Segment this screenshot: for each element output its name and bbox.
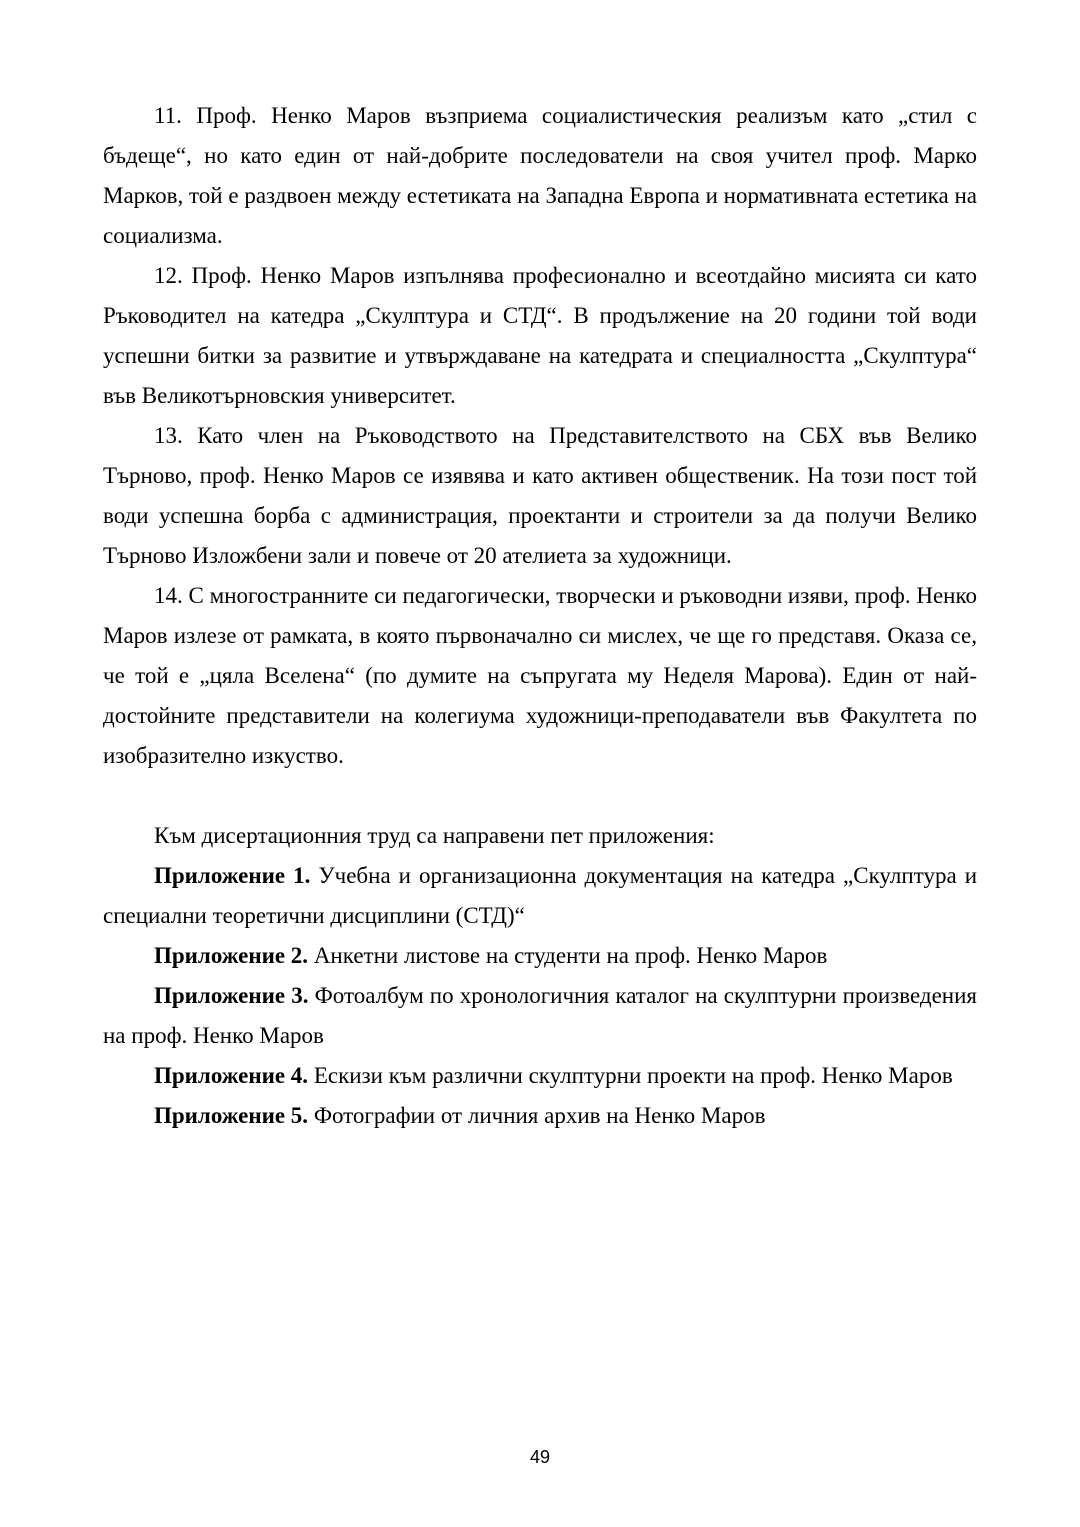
appendix-intro: Към дисертационния труд са направени пет приложения: [154,823,715,848]
conclusion-paragraph-11: 11. Проф. Ненко Маров възприема социалистическия реализъм като „стил с бъдеще“, но като един от най-добрите последователи на своя учител проф. Марко Марков, той е раздвоен между естетиката на Западна Европа и нормативната естетика на социализма. [103,103,977,248]
conclusion-paragraph-12: 12. Проф. Ненко Маров изпълнява професионално и всеотдайно мисията си като Ръководител на катедра „Скулптура и СТД“. В продължение на 20 години той води успешни битки за развитие и утвърждаване на катедрата и специалността „Скулптура“ във Великотърновския университет. [103,263,977,408]
appendix-label: Приложение 5. [154,1103,309,1128]
appendix-item-1 [103,856,977,936]
appendix-item-5 [103,1096,977,1136]
appendix-text: Учебна и организационна документация на катедра „Скулптура и специални теоретични дисциплини (СТД)“ [103,863,977,928]
appendix-label: Приложение 3. [154,983,309,1008]
appendix-item-2 [103,936,977,976]
appendix-text: Ескизи към различни скулптурни проекти на проф. Ненко Маров [313,1063,953,1088]
page-number: 49 [529,1447,551,1467]
section-spacer [103,776,977,816]
conclusion-paragraph-14: 14. С многостранните си педагогически, творчески и ръководни изяви, проф. Ненко Маров излезе от рамката, в която първоначално си мислех, че ще го представя. Оказа се, че той е „цяла Вселена“ (по думите на съпругата му Неделя Марова). Един от най-достойните представители на колегиума художници-преподаватели във Факултета по изобразително изкуство. [103,583,977,768]
appendix-text: Фотоалбум по хронологичния каталог на скулптурни произведения на проф. Ненко Маров [103,983,978,1048]
appendix-text: Анкетни листове на студенти на проф. Ненко Маров [313,943,828,968]
appendix-item-4 [103,1056,977,1096]
appendix-label: Приложение 1. [154,863,311,888]
body-text [103,96,977,1136]
appendix-label: Приложение 4. [154,1063,309,1088]
appendix-label: Приложение 2. [154,943,309,968]
appendix-item-3 [103,976,977,1056]
appendix-text: Фотографии от личния архив на Ненко Маров [313,1103,766,1128]
conclusion-paragraph-13: 13. Като член на Ръководството на Представителството на СБХ във Велико Търново, проф. Ненко Маров се изявява и като активен общественик. На този пост той води успешна борба с администрация, проектанти и строители за да получи Велико Търново Изложбени зали и повече от 20 ателиета за художници. [103,423,977,568]
